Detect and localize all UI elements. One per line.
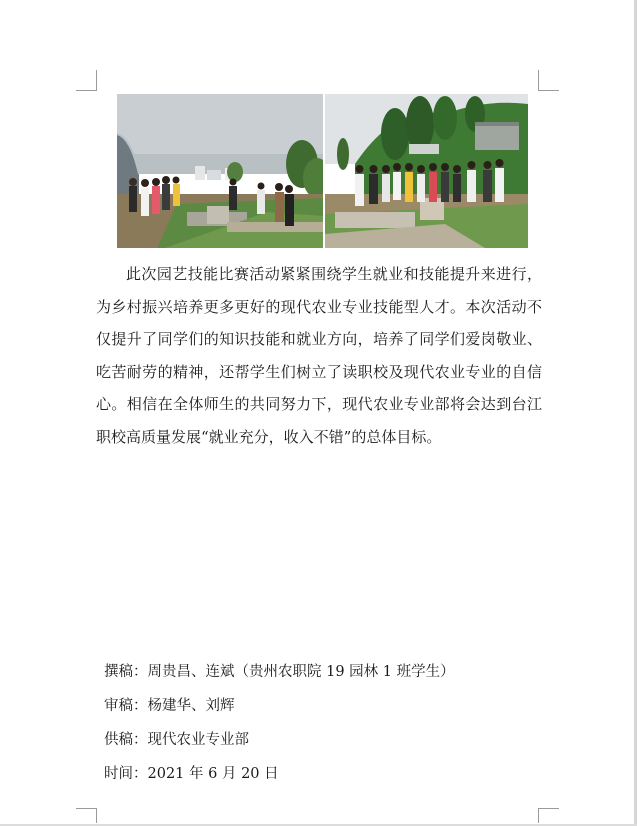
group-photo <box>325 94 528 248</box>
body-paragraph: 此次园艺技能比赛活动紧紧围绕学生就业和技能提升来进行，为乡村振兴培养更多更好的现代农业专业技能型人才。本次活动不仅提升了同学们的知识技能和就业方向，培养了同学们爱岗敬业、吃苦耐劳的精神，还帮学生们树立了读职校及现代农业专业的自信心。相信在全体师生的共同努力下，现代农业专业部将会达到台江职校高质量发展“就业充分，收入不错”的总体目标。 <box>96 265 542 446</box>
crop-mark-bottom-right <box>538 808 559 823</box>
supplier-credit: 供稿：现代农业专业部 <box>104 732 249 748</box>
crop-mark-top-left <box>76 70 97 91</box>
crop-mark-bottom-left <box>76 808 97 823</box>
date-credit: 时间：2021 年 6 月 20 日 <box>104 766 279 782</box>
writer-credit: 撰稿：周贵昌、连斌（贵州农职院 19 园林 1 班学生） <box>104 664 455 680</box>
reviewer-credit: 审稿：杨建华、刘辉 <box>104 698 235 714</box>
crop-mark-top-right <box>538 70 559 91</box>
competition-site-photo <box>117 94 323 248</box>
